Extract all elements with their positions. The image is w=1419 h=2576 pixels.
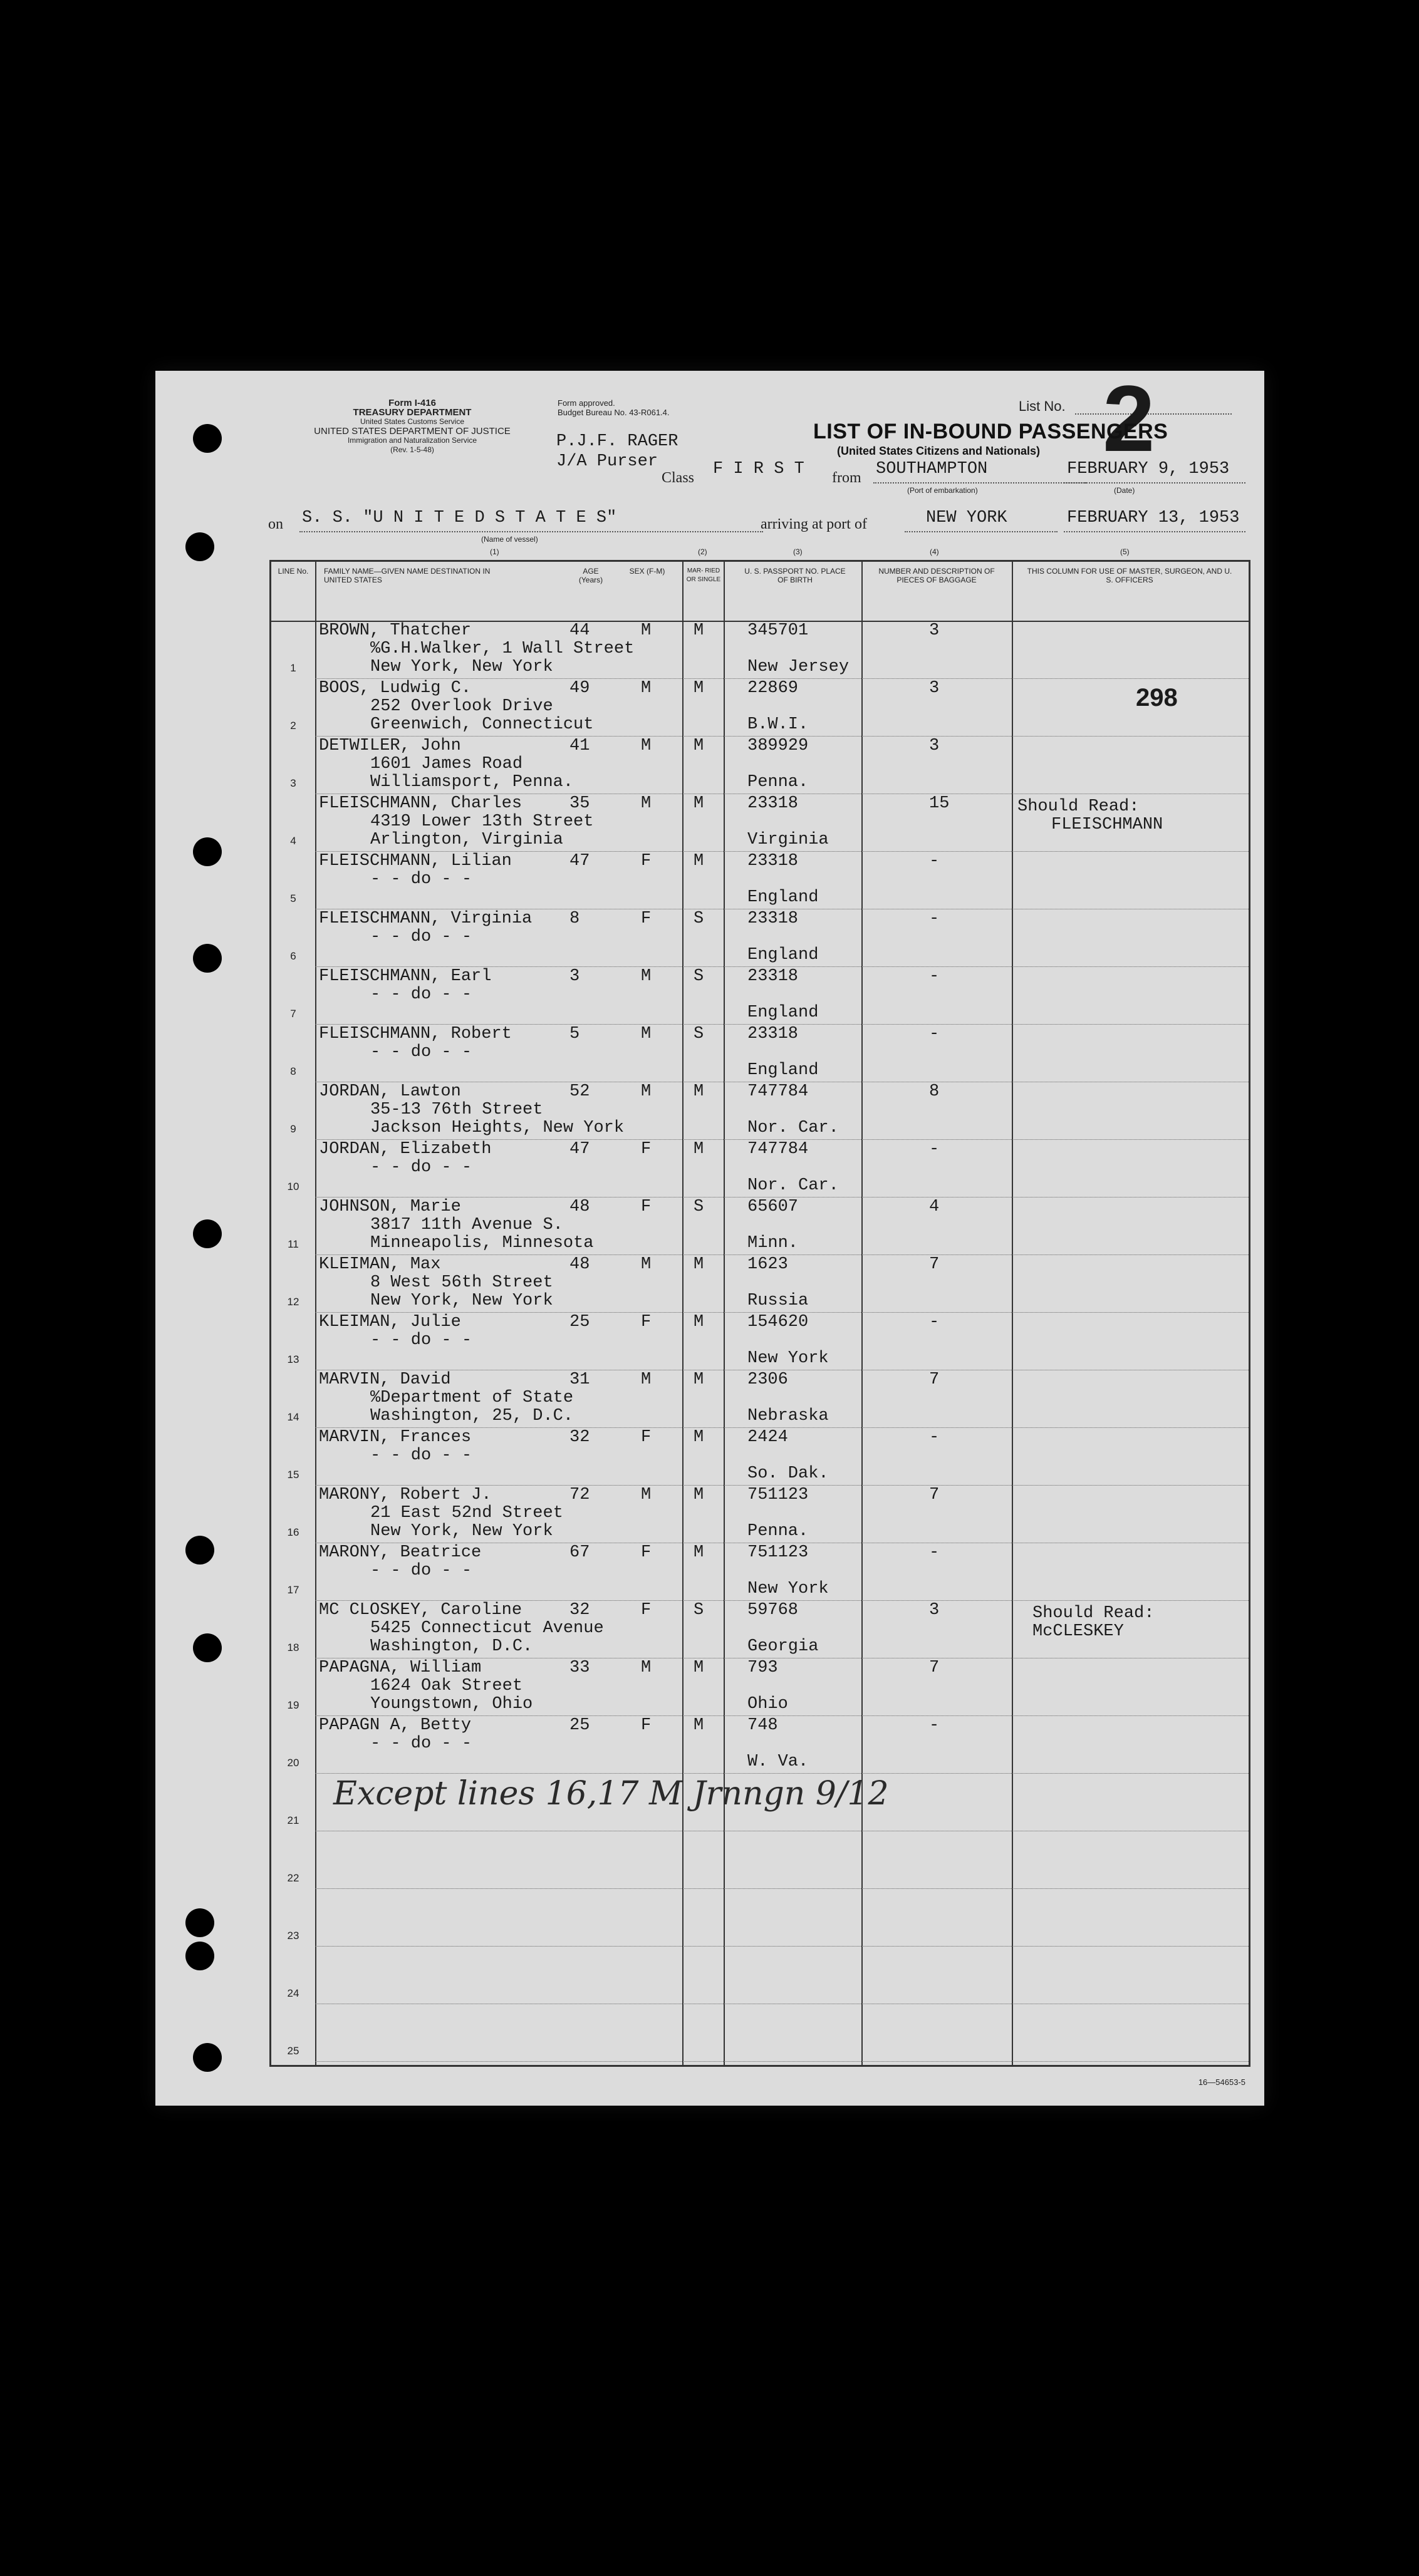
passenger-bag: 3 <box>929 679 940 698</box>
passenger-name: JORDAN, Lawton <box>319 1082 461 1101</box>
passenger-addr1: - - do - - <box>370 1158 472 1177</box>
passenger-birth: Georgia <box>747 1637 819 1656</box>
passenger-ms: M <box>694 1082 704 1101</box>
line-number: 21 <box>287 1814 299 1826</box>
passenger-birth: Virginia <box>747 830 829 849</box>
passenger-bag: - <box>929 1313 940 1332</box>
passenger-passport: 59768 <box>747 1601 799 1620</box>
passenger-sex: M <box>641 1255 652 1274</box>
col-header-age: AGE (Years) <box>578 567 603 584</box>
class-value: F I R S T <box>713 460 804 478</box>
passenger-addr2: Washington, 25, D.C. <box>370 1407 574 1425</box>
line-number: 11 <box>288 1238 299 1250</box>
col-divider <box>682 562 684 2065</box>
passenger-sex: M <box>641 967 652 986</box>
passenger-age: 35 <box>569 794 590 813</box>
passenger-bag: 7 <box>929 1658 940 1677</box>
passenger-name: MARONY, Beatrice <box>319 1543 482 1562</box>
passenger-ms: M <box>694 1716 704 1735</box>
passenger-addr1: 8 West 56th Street <box>370 1273 553 1292</box>
passenger-passport: 23318 <box>747 852 799 871</box>
passenger-name: JORDAN, Elizabeth <box>319 1140 492 1159</box>
col-num-1: (1) <box>490 547 499 556</box>
departure-date: FEBRUARY 9, 1953 <box>1067 460 1230 478</box>
passenger-ms: M <box>694 737 704 755</box>
passenger-bag: - <box>929 1716 940 1735</box>
punch-hole <box>193 424 222 453</box>
passenger-bag: 7 <box>929 1486 940 1504</box>
passenger-age: 31 <box>569 1370 590 1389</box>
passenger-sex: M <box>641 679 652 698</box>
col-num-4: (4) <box>930 547 939 556</box>
passenger-addr1: - - do - - <box>370 870 472 889</box>
row-divider <box>315 1946 1249 1947</box>
col-divider <box>1012 562 1013 2065</box>
punch-hole <box>193 944 222 973</box>
passenger-age: 33 <box>569 1658 590 1677</box>
passenger-bag: - <box>929 1543 940 1562</box>
passenger-sex: M <box>641 794 652 813</box>
passenger-age: 52 <box>569 1082 590 1101</box>
passenger-addr1: 3817 11th Avenue S. <box>370 1216 563 1234</box>
passenger-sex: M <box>641 1486 652 1504</box>
passenger-bag: 7 <box>929 1255 940 1274</box>
passenger-passport: 748 <box>747 1716 778 1735</box>
passenger-sex: F <box>641 909 652 928</box>
passenger-name: FLEISCHMANN, Robert <box>319 1025 512 1043</box>
passenger-ms: M <box>694 1658 704 1677</box>
punch-hole <box>193 1219 222 1248</box>
passenger-birth: B.W.I. <box>747 715 809 734</box>
passenger-addr2: Minneapolis, Minnesota <box>370 1234 594 1253</box>
line-number: 18 <box>287 1642 299 1653</box>
arrival-date-line <box>1064 531 1245 532</box>
col-num-2: (2) <box>698 547 707 556</box>
passenger-passport: 23318 <box>747 909 799 928</box>
passenger-name: MC CLOSKEY, Caroline <box>319 1601 522 1620</box>
passenger-birth: Nor. Car. <box>747 1119 839 1137</box>
passenger-ms: M <box>694 852 704 871</box>
passenger-bag: 3 <box>929 621 940 640</box>
passenger-birth: Nebraska <box>747 1407 829 1425</box>
passenger-addr1: 4319 Lower 13th Street <box>370 812 594 831</box>
passenger-ms: M <box>694 1428 704 1447</box>
passenger-addr1: 1624 Oak Street <box>370 1677 523 1695</box>
form-footer-number: 16—54653-5 <box>1198 2077 1245 2087</box>
passenger-addr2: New York, New York <box>370 658 553 676</box>
line-number: 24 <box>287 1987 299 1999</box>
passenger-birth: New York <box>747 1349 829 1368</box>
passenger-sex: M <box>641 1370 652 1389</box>
passenger-bag: - <box>929 852 940 871</box>
line-number: 4 <box>290 835 296 847</box>
passenger-addr2: New York, New York <box>370 1291 553 1310</box>
line-number: 15 <box>287 1469 299 1481</box>
passenger-addr2: Arlington, Virginia <box>370 830 563 849</box>
passenger-passport: 793 <box>747 1658 778 1677</box>
punch-hole <box>193 837 222 866</box>
list-number: 2 <box>1103 366 1155 471</box>
passenger-ms: M <box>694 1255 704 1274</box>
passenger-sex: M <box>641 737 652 755</box>
passenger-table <box>269 560 1250 2067</box>
approval-note: Form approved. Budget Bureau No. 43-R061.4. <box>558 398 670 417</box>
line-number: 2 <box>290 720 296 732</box>
vessel-name: S. S. "U N I T E D S T A T E S" <box>302 509 617 527</box>
passenger-age: 32 <box>569 1428 590 1447</box>
passenger-age: 5 <box>569 1025 580 1043</box>
col-header-line: LINE No. <box>278 567 309 576</box>
passenger-addr1: - - do - - <box>370 1043 472 1062</box>
passenger-addr2: Williamsport, Penna. <box>370 773 574 792</box>
passenger-birth: England <box>747 1003 819 1022</box>
passenger-passport: 751123 <box>747 1486 809 1504</box>
line-number: 1 <box>290 662 296 674</box>
passenger-name: KLEIMAN, Julie <box>319 1313 461 1332</box>
passenger-birth: New York <box>747 1580 829 1598</box>
col-header-name: FAMILY NAME—GIVEN NAME DESTINATION IN UNITED STATES <box>324 567 491 584</box>
passenger-addr1: - - do - - <box>370 1734 472 1753</box>
handwritten-annotation: Except lines 16,17 M Jrnngn 9/12 <box>333 1775 889 1813</box>
officer-name: P.J.F. RAGER <box>556 432 678 451</box>
passenger-birth: England <box>747 946 819 965</box>
passenger-name: MARVIN, Frances <box>319 1428 472 1447</box>
passenger-passport: 1623 <box>747 1255 788 1274</box>
passenger-sex: F <box>641 1140 652 1159</box>
passenger-name: PAPAGN A, Betty <box>319 1716 472 1735</box>
passenger-age: 32 <box>569 1601 590 1620</box>
passenger-ms: M <box>694 1313 704 1332</box>
passenger-addr1: - - do - - <box>370 985 472 1004</box>
passenger-passport: 2424 <box>747 1428 788 1447</box>
on-label: on <box>268 516 283 532</box>
col-header-officers: THIS COLUMN FOR USE OF MASTER, SURGEON, AND U. S. OFFICERS <box>1027 567 1232 584</box>
passenger-name: FLEISCHMANN, Lilian <box>319 852 512 871</box>
line-number: 7 <box>290 1008 296 1020</box>
passenger-name: MARONY, Robert J. <box>319 1486 492 1504</box>
handwritten-number: 298 <box>1136 684 1178 711</box>
line-number: 8 <box>290 1065 296 1077</box>
passenger-addr1: 5425 Connecticut Avenue <box>370 1619 604 1638</box>
passenger-bag: 3 <box>929 737 940 755</box>
punch-hole <box>193 2043 222 2072</box>
passenger-name: KLEIMAN, Max <box>319 1255 441 1274</box>
manifest-page <box>155 366 1264 2106</box>
form-subtitle: (United States Citizens and Nationals) <box>837 445 1041 457</box>
vessel-caption: (Name of vessel) <box>481 535 538 544</box>
col-header-baggage: NUMBER AND DESCRIPTION OF PIECES OF BAGGAGE <box>878 567 995 584</box>
passenger-age: 3 <box>569 967 580 986</box>
passenger-passport: 345701 <box>747 621 809 640</box>
passenger-bag: - <box>929 1025 940 1043</box>
passenger-addr1: 1601 James Road <box>370 755 523 773</box>
row-divider <box>315 1888 1249 1889</box>
passenger-addr1: 252 Overlook Drive <box>370 697 553 716</box>
passenger-birth: England <box>747 888 819 907</box>
passenger-bag: 4 <box>929 1197 940 1216</box>
line-number: 23 <box>287 1930 299 1942</box>
passenger-age: 25 <box>569 1716 590 1735</box>
passenger-age: 44 <box>569 621 590 640</box>
passenger-ms: S <box>694 909 704 928</box>
embark-caption: (Port of embarkation) <box>907 486 978 495</box>
passenger-addr1: - - do - - <box>370 1331 472 1350</box>
passenger-birth: England <box>747 1061 819 1080</box>
passenger-ms: M <box>694 1370 704 1389</box>
passenger-name: FLEISCHMANN, Virginia <box>319 909 533 928</box>
line-number: 14 <box>287 1411 299 1423</box>
passenger-ms: S <box>694 1197 704 1216</box>
correction-note: Should Read: McCLESKEY <box>1032 1604 1155 1641</box>
passenger-passport: 751123 <box>747 1543 809 1562</box>
passenger-bag: 7 <box>929 1370 940 1389</box>
passenger-addr1: - - do - - <box>370 1446 472 1465</box>
passenger-name: FLEISCHMANN, Earl <box>319 967 492 986</box>
passenger-passport: 747784 <box>747 1140 809 1159</box>
passenger-age: 47 <box>569 852 590 871</box>
passenger-bag: 15 <box>929 794 950 813</box>
embark-line <box>873 482 1086 484</box>
passenger-birth: So. Dak. <box>747 1464 829 1483</box>
passenger-sex: M <box>641 621 652 640</box>
passenger-age: 41 <box>569 737 590 755</box>
vessel-line <box>299 531 763 532</box>
passenger-passport: 23318 <box>747 794 799 813</box>
passenger-name: PAPAGNA, William <box>319 1658 482 1677</box>
passenger-age: 67 <box>569 1543 590 1562</box>
passenger-sex: M <box>641 1658 652 1677</box>
passenger-sex: F <box>641 1313 652 1332</box>
col-divider <box>861 562 863 2065</box>
passenger-age: 48 <box>569 1197 590 1216</box>
arriving-label: arriving at port of <box>761 516 867 532</box>
punch-hole <box>185 532 214 561</box>
passenger-ms: S <box>694 967 704 986</box>
passenger-addr1: %G.H.Walker, 1 Wall Street <box>370 639 635 658</box>
form-title: LIST OF IN-BOUND PASSENGERS <box>813 420 1168 443</box>
from-label: from <box>832 470 861 486</box>
passenger-name: DETWILER, John <box>319 737 461 755</box>
passenger-addr2: New York, New York <box>370 1522 553 1541</box>
passenger-birth: Ohio <box>747 1695 788 1714</box>
arrival-line <box>905 531 1058 532</box>
passenger-ms: M <box>694 1543 704 1562</box>
passenger-bag: - <box>929 909 940 928</box>
row-divider <box>315 2061 1249 2062</box>
passenger-age: 72 <box>569 1486 590 1504</box>
passenger-ms: M <box>694 679 704 698</box>
passenger-sex: M <box>641 1025 652 1043</box>
line-number: 3 <box>290 777 296 789</box>
punch-hole <box>185 1942 214 1970</box>
passenger-name: BOOS, Ludwig C. <box>319 679 472 698</box>
issuing-agency: Form I-416 TREASURY DEPARTMENT United States Customs Service UNITED STATES DEPARTMENT OF JUSTICE Immigration and Naturalization Service (Rev. 1-5-48) <box>314 398 511 454</box>
passenger-sex: F <box>641 1716 652 1735</box>
passenger-age: 49 <box>569 679 590 698</box>
passenger-sex: F <box>641 1428 652 1447</box>
passenger-addr2: Youngstown, Ohio <box>370 1695 533 1714</box>
passenger-bag: - <box>929 967 940 986</box>
officer-title: J/A Purser <box>556 452 658 471</box>
passenger-passport: 22869 <box>747 679 799 698</box>
passenger-passport: 23318 <box>747 967 799 986</box>
passenger-name: BROWN, Thatcher <box>319 621 472 640</box>
passenger-passport: 154620 <box>747 1313 809 1332</box>
passenger-sex: F <box>641 1601 652 1620</box>
passenger-age: 8 <box>569 909 580 928</box>
passenger-addr2: Greenwich, Connecticut <box>370 715 594 734</box>
passenger-birth: Penna. <box>747 773 809 792</box>
passenger-passport: 65607 <box>747 1197 799 1216</box>
line-number: 10 <box>287 1181 299 1192</box>
passenger-birth: W. Va. <box>747 1752 809 1771</box>
list-no-label: List No. <box>1019 398 1066 414</box>
passenger-birth: Penna. <box>747 1522 809 1541</box>
passenger-birth: New Jersey <box>747 658 850 676</box>
date-line <box>1064 482 1245 484</box>
passenger-ms: M <box>694 1486 704 1504</box>
passenger-passport: 389929 <box>747 737 809 755</box>
passenger-passport: 747784 <box>747 1082 809 1101</box>
passenger-addr1: - - do - - <box>370 928 472 946</box>
class-label: Class <box>662 470 695 486</box>
passenger-addr1: %Department of State <box>370 1389 574 1407</box>
port-of-arrival: NEW YORK <box>926 509 1007 527</box>
line-number: 16 <box>287 1526 299 1538</box>
passenger-ms: S <box>694 1601 704 1620</box>
passenger-addr1: 21 East 52nd Street <box>370 1504 563 1523</box>
passenger-birth: Russia <box>747 1291 809 1310</box>
passenger-age: 25 <box>569 1313 590 1332</box>
passenger-addr1: - - do - - <box>370 1561 472 1580</box>
passenger-addr2: Washington, D.C. <box>370 1637 533 1656</box>
arrival-date: FEBRUARY 13, 1953 <box>1067 509 1240 527</box>
passenger-name: MARVIN, David <box>319 1370 451 1389</box>
passenger-sex: F <box>641 1543 652 1562</box>
passenger-sex: M <box>641 1082 652 1101</box>
passenger-name: FLEISCHMANN, Charles <box>319 794 522 813</box>
passenger-addr1: 35-13 76th Street <box>370 1100 543 1119</box>
passenger-addr2: Jackson Heights, New York <box>370 1119 625 1137</box>
col-header-passport: U. S. PASSPORT NO. PLACE OF BIRTH <box>744 567 846 584</box>
passenger-ms: M <box>694 1140 704 1159</box>
passenger-bag: 3 <box>929 1601 940 1620</box>
line-number: 25 <box>287 2045 299 2057</box>
col-num-3: (3) <box>793 547 803 556</box>
passenger-ms: M <box>694 794 704 813</box>
passenger-bag: - <box>929 1140 940 1159</box>
passenger-birth: Nor. Car. <box>747 1176 839 1195</box>
col-header-married: MAR- RIED OR SINGLE <box>686 567 721 583</box>
col-divider <box>315 562 316 2065</box>
line-number: 20 <box>287 1757 299 1769</box>
passenger-sex: F <box>641 1197 652 1216</box>
date-caption: (Date) <box>1114 486 1135 495</box>
line-number: 17 <box>287 1584 299 1596</box>
passenger-name: JOHNSON, Marie <box>319 1197 461 1216</box>
passenger-ms: S <box>694 1025 704 1043</box>
col-num-5: (5) <box>1120 547 1130 556</box>
line-number: 13 <box>287 1353 299 1365</box>
passenger-ms: M <box>694 621 704 640</box>
passenger-age: 47 <box>569 1140 590 1159</box>
punch-hole <box>185 1908 214 1937</box>
passenger-sex: F <box>641 852 652 871</box>
passenger-passport: 2306 <box>747 1370 788 1389</box>
line-number: 19 <box>287 1699 299 1711</box>
passenger-age: 48 <box>569 1255 590 1274</box>
passenger-passport: 23318 <box>747 1025 799 1043</box>
line-number: 12 <box>287 1296 299 1308</box>
col-header-sex: SEX (F-M) <box>629 567 665 576</box>
row-divider <box>315 1773 1249 1774</box>
line-number: 5 <box>290 892 296 904</box>
passenger-birth: Minn. <box>747 1234 799 1253</box>
line-number: 6 <box>290 950 296 962</box>
passenger-bag: - <box>929 1428 940 1447</box>
punch-hole <box>185 1536 214 1565</box>
line-number: 9 <box>290 1123 296 1135</box>
port-of-embarkation: SOUTHAMPTON <box>876 460 988 478</box>
col-divider <box>724 562 725 2065</box>
line-number: 22 <box>287 1872 299 1884</box>
punch-hole <box>193 1633 222 1662</box>
correction-note: Should Read: FLEISCHMANN <box>1017 797 1163 834</box>
passenger-bag: 8 <box>929 1082 940 1101</box>
